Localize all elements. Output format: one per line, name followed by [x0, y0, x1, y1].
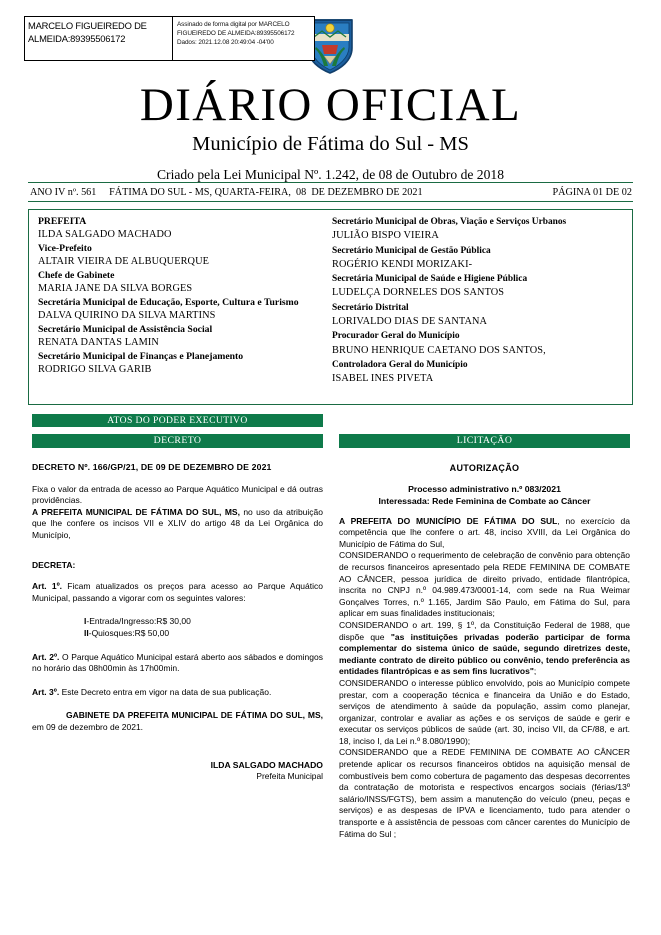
decreto-preamble-1: Fixa o valor da entrada de acesso ao Parque Aquático Municipal e dá outras providências.: [32, 483, 323, 506]
officials-right-column: [332, 215, 623, 387]
masthead-law-line: Criado pela Lei Municipal Nº. 1.242, de 08 de Outubro de 2018: [156, 167, 504, 182]
official-name: MARIA JANE DA SILVA BORGES: [38, 283, 193, 295]
considerando-4: CONSIDERANDO que a REDE FEMININA DE COMBATE AO CÂNCER pretende aplicar os recursos financeiros obtidos na aquisição mensal de combustíveis bem como cobertura de pagamento das despesas decorrentes da contratação de motorista e respectivos encargos sociais (férias/13º salário/INSS/FGTS), bem assim a manutenção do veículo (pneu, peças e serviços) e as despesas de IPVA e licenciamento, tudo para atender o transporte e à assistência de pessoas com câncer carentes do Município de Fátima do Sul ;: [339, 747, 630, 839]
official-role: Procurador Geral do Município: [332, 331, 460, 342]
official-name: LORIVALDO DIAS DE SANTANA: [332, 316, 488, 328]
interested-line: Interessada: Rede Feminina de Combate ao Câncer: [378, 495, 591, 506]
edition-bar: [28, 184, 633, 201]
art2-label: Art. 2º.: [32, 651, 60, 662]
licitacao-intro-authority: A PREFEITA DO MUNICÍPIO DE FÁTIMA DO SUL: [339, 515, 558, 526]
art1-label: Art. 1º.: [32, 581, 63, 592]
official-name: DALVA QUIRINO DA SILVA MARTINS: [38, 310, 216, 322]
official-name: ALTAIR VIEIRA DE ALBUQUERQUE: [38, 256, 210, 268]
cabinet-bold: GABINETE DA PREFEITA MUNICIPAL DE FÁTIMA DO SUL, MS,: [66, 710, 323, 721]
signature-detail: Assinado de forma digital por MARCELO FIGUEIREDO DE ALMEIDA:89395506172 Dados: 2021.12.08 20:49:04 -04'00: [177, 21, 295, 47]
official-role: Secretário Municipal de Gestão Pública: [332, 245, 491, 256]
considerando-2-pre: CONSIDERANDO o art. 199, § 1º, da Constituição Federal de 1988, que dispõe que: [339, 619, 630, 642]
decreto-preamble-2: [32, 507, 323, 542]
decreta-label: DECRETA:: [32, 559, 76, 570]
decreto-cabinet-line: [32, 710, 323, 733]
official-name: ROGÉRIO KENDI MORIZAKI-: [332, 258, 473, 270]
licitacao-column: [339, 462, 630, 840]
item-1-text: -Entrada/Ingresso:R$ 30,00: [86, 616, 191, 627]
art2-text: O Parque Aquático Municipal estará aberto aos sábados e domingos no horário das 08h00min às 17h00min.: [32, 651, 323, 674]
official-role: Secretário Municipal de Assistência Social: [38, 324, 213, 335]
cabinet-rest: em 09 de dezembro de 2021.: [32, 721, 144, 732]
official-role: Secretária Municipal de Saúde e Higiene Pública: [332, 274, 528, 285]
decreto-signer-title: Prefeita Municipal: [256, 771, 323, 782]
official-name: ILDA SALGADO MACHADO: [38, 229, 172, 241]
digital-signature-stamp: [24, 16, 315, 61]
section-banner-decreto: DECRETO: [32, 434, 323, 448]
official-name: RODRIGO SILVA GARIB: [38, 364, 152, 376]
considerando-2: [339, 620, 630, 678]
section-banner-atos: ATOS DO PODER EXECUTIVO: [32, 414, 323, 427]
considerando-3: CONSIDERANDO o interesse público envolvido, pois ao Município compete prestar, com a cooperação técnica e financeira da União e do Estado, serviços de atendimento à saúde da população, assim como planejar, organizar, controlar e avaliar as ações e os serviços de saúde e gerir e executar os serviços públicos de saúde (art. 30, inciso VII, da CF/88, e art. 18, inciso I, da Lei n.º 8.080/1990);: [339, 677, 630, 746]
decreto-price-item-1: [32, 616, 323, 628]
licitacao-intro-rest: , no exercício da competência que lhe confere o art. 48, inciso XVIII, da Lei Orgânica do Município de Fátima do Sul,: [339, 515, 630, 549]
edition-rule-bottom: [28, 201, 633, 202]
official-name: JULIÃO BISPO VIEIRA: [332, 230, 439, 242]
edition-info: ANO IV nº. 561 FÁTIMA DO SUL - MS, QUARTA-FEIRA, 08 DE DEZEMBRO DE 2021: [30, 187, 423, 198]
decreto-preamble-rest: no uso da atribuição que lhe confere os incisos VII e XLIV do artigo 48 da Lei Orgânica do Município,: [32, 506, 323, 540]
page-number: PÁGINA 01 DE 02: [552, 187, 632, 198]
item-2-number: II: [84, 627, 89, 638]
official-role: Secretário Municipal de Finanças e Planejamento: [38, 351, 244, 362]
officials-left-column: [38, 215, 329, 377]
considerando-2-post: ;: [533, 666, 537, 677]
official-role: Controladora Geral do Município: [332, 360, 468, 371]
masthead-subtitle: Município de Fátima do Sul - MS: [192, 133, 469, 155]
edition-rule-top: [28, 182, 633, 183]
masthead: [0, 80, 661, 184]
considerando-1: CONSIDERANDO o requerimento de celebração de convênio para obtenção de recursos financeiros apresentado pela REDE FEMININA DE COMBATE AO CÂNCER, pessoa jurídica de direito privado, entidade filantrópica, inscrita no CNPJ n.º 04.989.473/0001-14, com sede na Rua Weimar Gonçalves Torres, n.º 1.165, Jardim São Paulo, em Fátima do Sul, para aplicar em suas finalidades institucionais;: [339, 550, 630, 619]
autorizacao-heading: AUTORIZAÇÃO: [449, 463, 520, 473]
decreto-art3: [32, 687, 323, 699]
official-role: Chefe de Gabinete: [38, 270, 115, 281]
process-line: Processo administrativo n.º 083/2021: [408, 484, 561, 494]
section-banner-licitacao: LICITAÇÃO: [339, 434, 630, 448]
item-2-text: -Quiosques:R$ 50,00: [88, 627, 170, 638]
signature-subject: MARCELO FIGUEIREDO DE ALMEIDA:89395506172: [28, 20, 147, 45]
decreto-signer-name: ILDA SALGADO MACHADO: [210, 759, 323, 770]
art3-label: Art. 3º.: [32, 686, 60, 697]
item-1-number: I: [84, 616, 87, 627]
official-name: ISABEL INES PIVETA: [332, 373, 434, 385]
official-role: Secretário Distrital: [332, 302, 409, 313]
decreto-column: [32, 462, 323, 783]
licitacao-intro: [339, 516, 630, 551]
official-role: Secretário Municipal de Obras, Viação e Serviços Urbanos: [332, 217, 567, 227]
official-name: LUDELÇA DORNELES DOS SANTOS: [332, 287, 505, 299]
official-role: Vice-Prefeito: [38, 243, 92, 254]
art3-text: Este Decreto entra em vigor na data de sua publicação.: [59, 686, 272, 697]
art1-text: Ficam atualizados os preços para acesso ao Parque Aquático Municipal, passando a vigorar com os seguintes valores:: [32, 581, 323, 603]
official-name: BRUNO HENRIQUE CAETANO DOS SANTOS,: [332, 344, 546, 356]
decreto-price-item-2: [32, 628, 323, 640]
decreto-art1: [32, 581, 323, 604]
official-role: Secretária Municipal de Educação, Esporte, Cultura e Turismo: [38, 297, 299, 308]
considerando-2-quote: "as instituições privadas poderão participar de forma complementar do sistema único de saúde, segundo diretrizes deste, mediante contrato de direito público ou convênio, tendo preferência as entidades filantrópicas e as sem fins lucrativos": [339, 631, 631, 677]
officials-box: [28, 209, 633, 405]
official-name: RENATA DANTAS LAMIN: [38, 337, 159, 349]
decreto-heading: DECRETO Nº. 166/GP/21, DE 09 DE DEZEMBRO DE 2021: [32, 462, 272, 472]
official-role: PREFEITA: [38, 216, 87, 227]
page-title: DIÁRIO OFICIAL: [139, 79, 522, 131]
decreto-preamble-authority: A PREFEITA MUNICIPAL DE FÁTIMA DO SUL, MS,: [32, 506, 240, 517]
decreto-art2: [32, 652, 323, 675]
